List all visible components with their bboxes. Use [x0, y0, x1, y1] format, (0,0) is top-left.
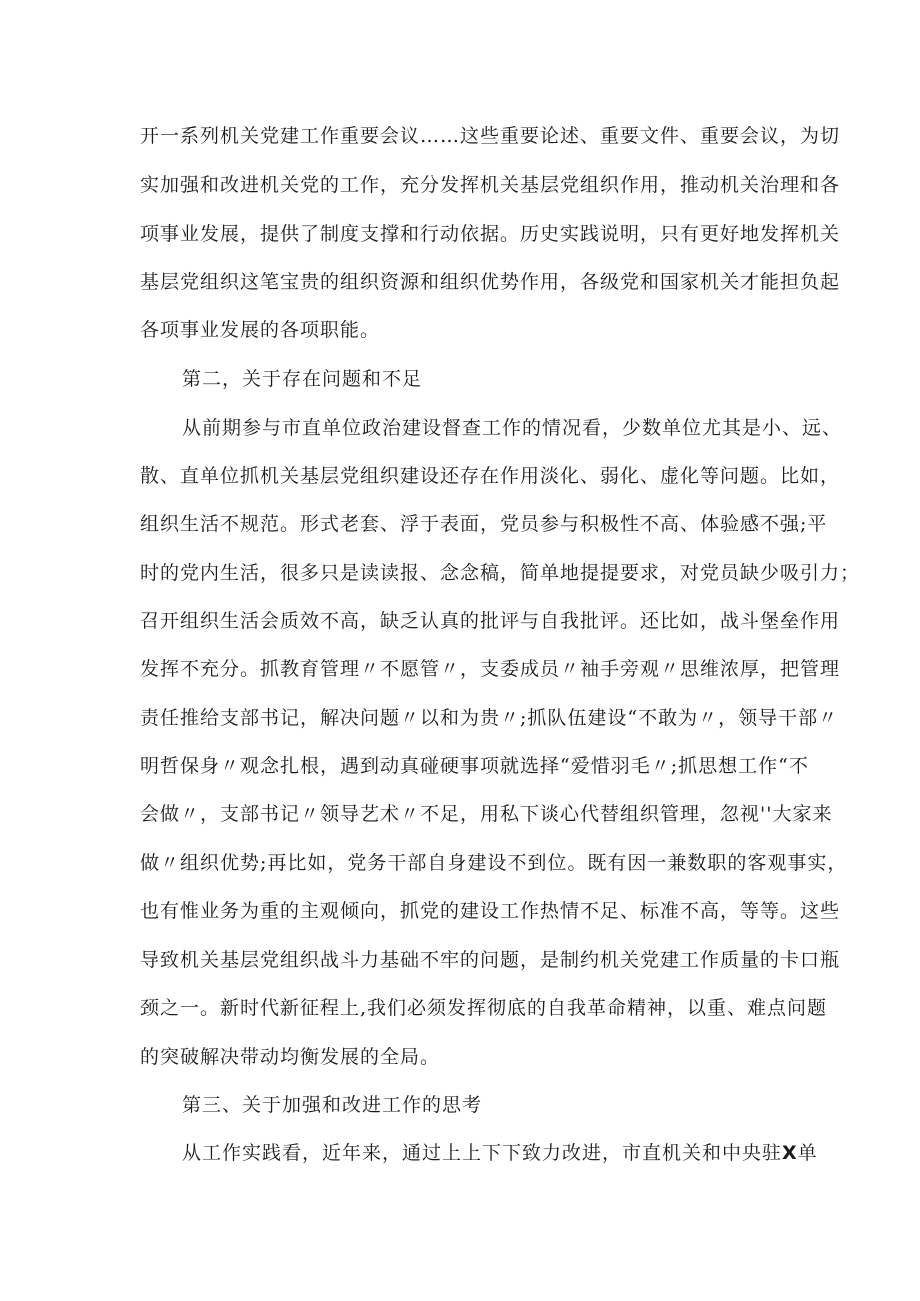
paragraph-line: 时的党内生活，很多只是读读报、念念稿，简单地提提要求，对党员缺少吸引力；: [140, 562, 861, 584]
paragraph-line: 各项事业发展的各项职能。: [140, 319, 381, 341]
paragraph-line: 实加强和改进机关党的工作，充分发挥机关基层党组织作用，推动机关治理和各: [140, 174, 841, 196]
paragraph-line: 明哲保身〃观念扎根，遇到动真碰硬事项就选择“爱惜羽毛〃;抓思想工作“不: [140, 755, 809, 777]
paragraph-line: 项事业发展，提供了制度支撑和行动依据。历史实践说明，只有更好地发挥机关: [140, 223, 841, 245]
paragraph-line: 的突破解决带动均衡发展的全局。: [140, 1046, 441, 1068]
paragraph-line: 责任推给支部书记，解决问题〃以和为贵〃;抓队伍建设“不敢为〃，领导干部〃: [140, 707, 839, 729]
paragraph-line: 召开组织生活会质效不高，缺乏认真的批评与自我批评。还比如，战斗堡垒作用: [140, 610, 841, 632]
section-heading-2: 第二，关于存在问题和不足: [182, 368, 423, 390]
paragraph-line: 基层党组织这笔宝贵的组织资源和组织优势作用，各级党和国家机关才能担负起: [140, 271, 841, 293]
paragraph-line: 做〃组织优势;再比如，党务干部自身建设不到位。既有因一兼数职的客观事实，: [140, 852, 848, 874]
section-heading-3: 第三、关于加强和改进工作的思考: [182, 1094, 483, 1116]
paragraph-line-last: [182, 1141, 818, 1165]
paragraph-line: 组织生活不规范。形式老套、浮于表面，党员参与积极性不高、体验感不强;平: [140, 513, 828, 535]
last-line-tail: 单: [797, 1142, 818, 1164]
last-line-text: 从工作实践看，近年来，通过上上下下致力改进，市直机关和中央驻: [182, 1142, 783, 1164]
paragraph-line: 也有惟业务为重的主观倾向，抓党的建设工作热情不足、标准不高，等等。这些: [140, 900, 841, 922]
last-line-bold-x: X: [782, 1142, 798, 1164]
paragraph-line: 从前期参与市直单位政治建设督查工作的情况看，少数单位尤其是小、远、: [182, 417, 843, 439]
paragraph-line: 导致机关基层党组织战斗力基础不牢的问题，是制约机关党建工作质量的卡口瓶: [140, 949, 841, 971]
paragraph-line: 散、直单位抓机关基层党组织建设还存在作用淡化、弱化、虚化等问题。比如，: [140, 465, 841, 487]
paragraph-line: 开一系列机关党建工作重要会议……这些重要论述、重要文件、重要会议，为切: [140, 125, 841, 147]
paragraph-line: 会做〃，支部书记〃领导艺术〃不足，用私下谈心代替组织管理，忽视''大家来: [140, 803, 833, 825]
paragraph-line: 颈之一。新时代新征程上,我们必须发挥彻底的自我革命精神，以重、难点问题: [140, 997, 828, 1019]
paragraph-line: 发挥不充分。抓教育管理〃不愿管〃，支委成员〃袖手旁观〃思维浓厚，把管理: [140, 658, 841, 680]
